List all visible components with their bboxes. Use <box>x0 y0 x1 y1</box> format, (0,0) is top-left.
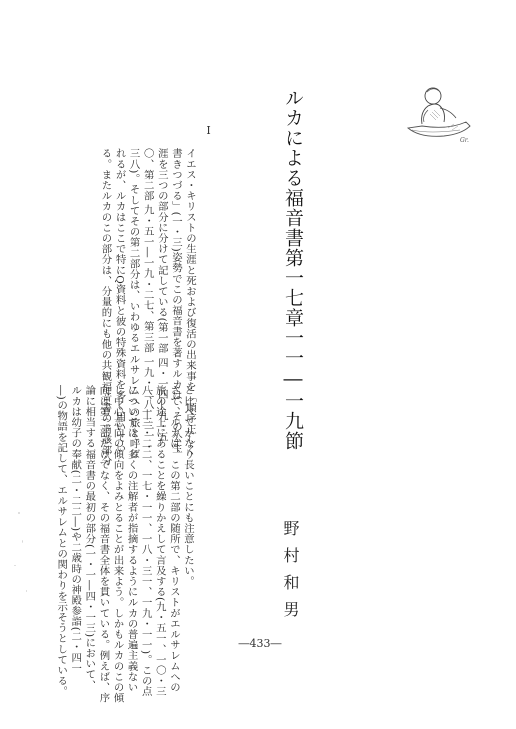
body-line: し中心志向の傾向をよみとることが出来よう。しかもルカのこの傾 <box>111 385 124 703</box>
body-line: る。またルカのこの部分は、分量的にも他の共観福音書の当該部分 <box>99 148 112 466</box>
body-text-lower <box>55 385 195 703</box>
body-line: 書きつづる」(一・三)姿勢でこの福音書を著すルカは、その公生 <box>169 148 182 454</box>
body-line: 八、一三・二二、一七・一一、一八・三一、一九・一一)。この点 <box>139 385 152 697</box>
paper-speck <box>26 590 27 592</box>
page-number: ―433― <box>238 637 282 650</box>
paper-speck <box>18 512 20 514</box>
body-line: ―)の物語を記して、エルサレムとの関わりを示そうとしている。 <box>55 385 68 697</box>
body-text-upper <box>55 148 197 466</box>
body-line: については、多くの注解者が指摘するようにルカの普遍主義ない <box>125 385 138 693</box>
illustration-signature: Gr. <box>460 137 469 144</box>
body-line: 旅の途上にあることを繰りかえして言及する(九・五一、一〇・三 <box>153 385 166 697</box>
body-line: れるが、ルカはここで特にQ資料と彼の特殊資料を多く用いてい <box>113 148 126 454</box>
paper-speck <box>14 565 16 566</box>
child-sketch-illustration <box>400 76 480 146</box>
author-name: 野村和男 <box>281 520 300 628</box>
body-line: 論に相当する福音書の最初の部分(一・一―四・一三)において、 <box>83 385 96 691</box>
body-line: イエス・キリストの生涯と死および復活の出来事を「順序正しく <box>184 148 196 456</box>
section-number: I <box>202 124 215 137</box>
body-line: 涯を三つの部分に分けて記している(第一部 四・一四―九・五 <box>155 148 168 442</box>
body-line: さて、ルカは、この第二部の随所で、キリストがエルサレムへの <box>167 385 180 693</box>
body-line: 三八)。そしてその第二部分は、いわゆるエルサレムへの旅と呼ば <box>127 148 140 460</box>
body-line: ルカは幼子の奉献(二・二二―)や二歳時の神殿参詣(二・四一 <box>69 385 82 674</box>
body-line: 向は第二部だけでなく、その福音書全体を貫いている。例えば、序 <box>97 385 110 703</box>
paper-speck <box>22 540 23 543</box>
body-line: 〇、第二部 九・五一―一九・二七、第三部 一九・二八―二一・ <box>141 148 154 452</box>
body-line: と比べてかなり長いことにも注意したい。 <box>182 385 194 587</box>
article-title: ルカによる福音書第一七章一一―一九節 <box>282 88 304 451</box>
